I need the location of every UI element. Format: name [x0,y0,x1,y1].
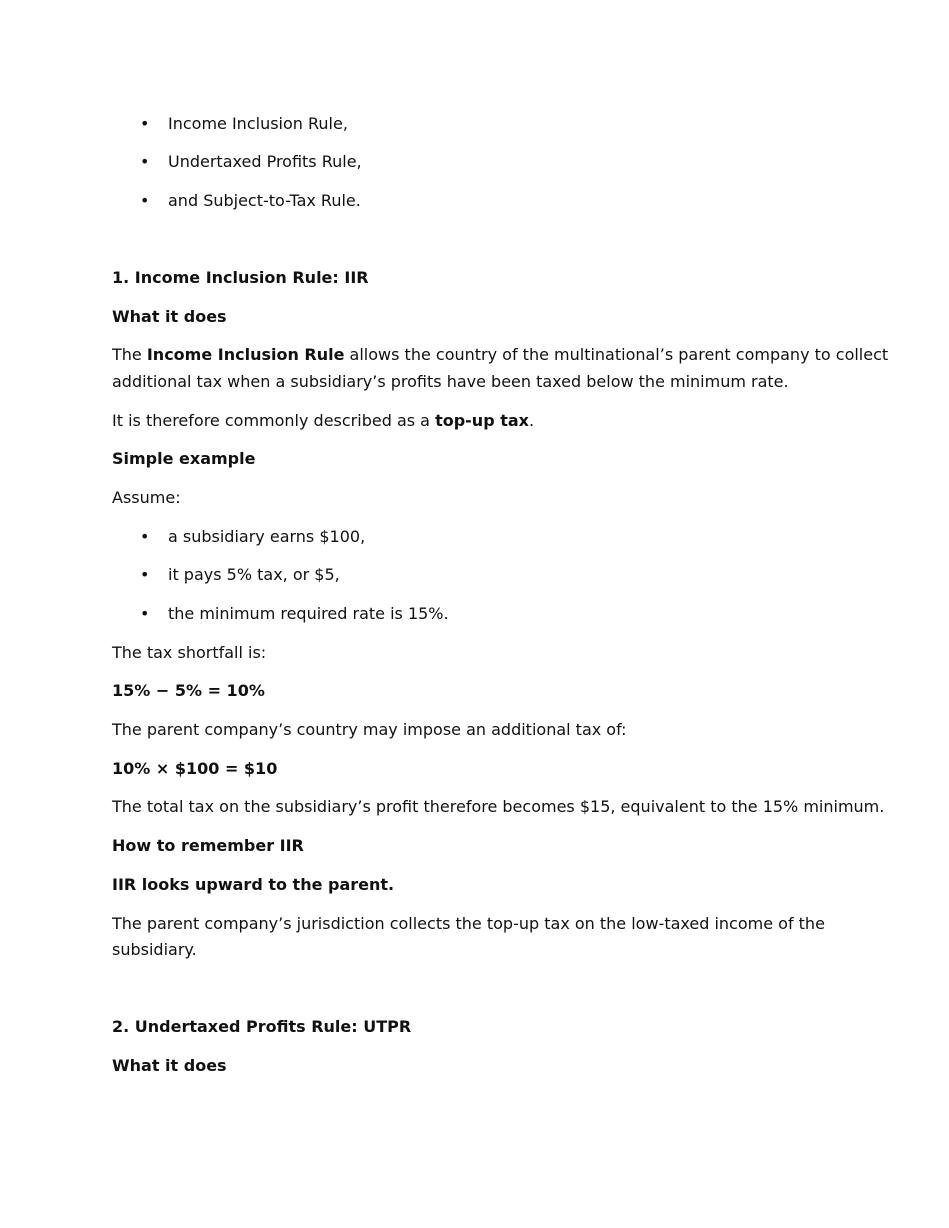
bullet-icon: • [140,565,150,584]
bullet-icon: • [140,604,150,623]
section-heading-utpr: 2. Undertaxed Profits Rule: UTPR [112,1017,412,1036]
list-item: a subsidiary earns $100, [168,527,366,546]
total-tax-text: The total tax on the subsidiary’s profit therefore becomes $15, equivalent to the 15% minimum. [112,797,885,816]
list-item: the minimum required rate is 15%. [168,604,449,623]
subheading-what-it-does: What it does [112,1056,227,1075]
list-item: and Subject-to-Tax Rule. [168,191,361,210]
paragraph: It is therefore commonly described as a top-up tax. [112,411,535,430]
paragraph-line: The parent company’s jurisdiction collects the top-up tax on the low-taxed income of the [112,914,825,933]
shortfall-label: The tax shortfall is: [112,643,267,662]
subheading-simple-example: Simple example [112,449,256,468]
list-item: Income Inclusion Rule, [168,114,348,133]
list-item: it pays 5% tax, or $5, [168,565,340,584]
shortfall-formula: 15% − 5% = 10% [112,681,265,700]
bullet-icon: • [140,114,150,133]
remember-rule: IIR looks upward to the parent. [112,875,395,894]
bullet-icon: • [140,191,150,210]
assume-label: Assume: [112,488,181,507]
bullet-icon: • [140,527,150,546]
additional-tax-label: The parent company’s country may impose an additional tax of: [112,720,627,739]
subheading-how-to-remember: How to remember IIR [112,836,304,855]
list-item: Undertaxed Profits Rule, [168,152,362,171]
paragraph-line: subsidiary. [112,940,197,959]
paragraph-line: The Income Inclusion Rule allows the country of the multinational’s parent company to collect [112,345,889,364]
bullet-icon: • [140,152,150,171]
subheading-what-it-does: What it does [112,307,227,326]
additional-tax-formula: 10% × $100 = $10 [112,759,278,778]
bold-term: top-up tax [435,411,529,430]
section-heading-iir: 1. Income Inclusion Rule: IIR [112,268,369,287]
paragraph-line: additional tax when a subsidiary’s profits have been taxed below the minimum rate. [112,372,789,391]
bold-term: Income Inclusion Rule [146,345,345,364]
